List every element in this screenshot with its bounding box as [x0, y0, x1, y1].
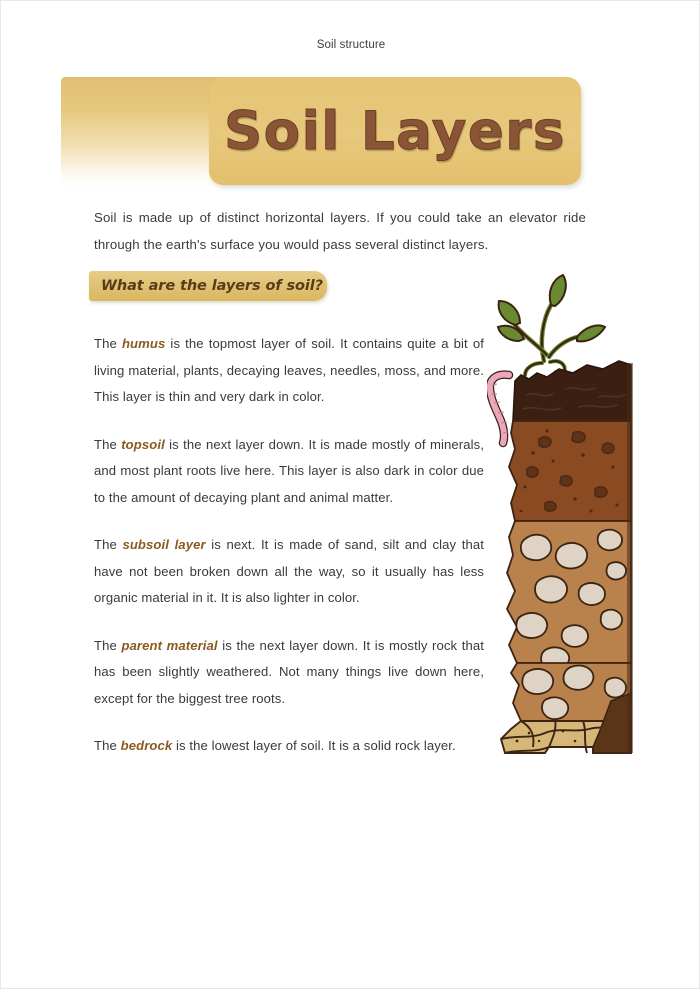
- running-header: Soil structure: [316, 39, 386, 51]
- paragraph-topsoil: [94, 432, 484, 512]
- subheading-banner: [89, 271, 327, 301]
- body-column: [94, 318, 484, 760]
- paragraph-humus: [94, 331, 484, 411]
- paragraph-subsoil: [94, 532, 484, 612]
- keyword-bedrock: bedrock: [120, 738, 173, 754]
- paragraph-bedrock: [94, 733, 484, 760]
- title-banner: [61, 77, 581, 189]
- para-1-before: The: [94, 436, 122, 452]
- para-2-after: is next. It is made of sand, silt and clay that have not been broken down all the way, so it usually has less organic material in it. It is also lighter in color.: [94, 537, 484, 606]
- column-right-edge: [627, 363, 633, 753]
- soil-profile-illustration: [487, 263, 637, 755]
- title-banner-left-gradient: [61, 77, 221, 189]
- keyword-humus: humus: [121, 336, 166, 352]
- para-4-before: The: [94, 738, 121, 754]
- keyword-topsoil: topsoil: [121, 436, 165, 452]
- para-4-after: is the lowest layer of soil. It is a solid rock layer.: [172, 738, 456, 754]
- para-1-after: is the next layer down. It is made mostly of minerals, and most plant roots live here. This layer is also dark in color due to the amount of decaying plant and animal matter.: [94, 436, 484, 505]
- keyword-parent-material: parent material: [121, 637, 218, 653]
- keyword-subsoil-layer: subsoil layer: [122, 537, 206, 553]
- subheading-label: What are the layers of soil?: [101, 278, 323, 294]
- para-0-after: is the topmost layer of soil. It contains quite a bit of living material, plants, decaying leaves, needles, moss, and more. This layer is thin and very dark in color.: [94, 336, 484, 405]
- para-2-before: The: [94, 537, 123, 553]
- para-3-before: The: [94, 637, 122, 653]
- sprout-plant-icon: [515, 305, 577, 376]
- para-0-before: The: [94, 336, 122, 352]
- intro-paragraph: Soil is made up of distinct horizontal layers. If you could take an elevator ride through the earth's surface you would pass several distinct layers.: [94, 210, 586, 252]
- humus-layer: [513, 361, 631, 421]
- paragraph-parent-material: [94, 633, 484, 713]
- page-title: Soil Layers: [224, 100, 566, 162]
- earthworm-icon: [490, 375, 509, 443]
- para-3-after: is the next layer down. It is mostly rock that has been slightly weathered. Not many things live down here, except for the biggest tree roots.: [94, 637, 485, 706]
